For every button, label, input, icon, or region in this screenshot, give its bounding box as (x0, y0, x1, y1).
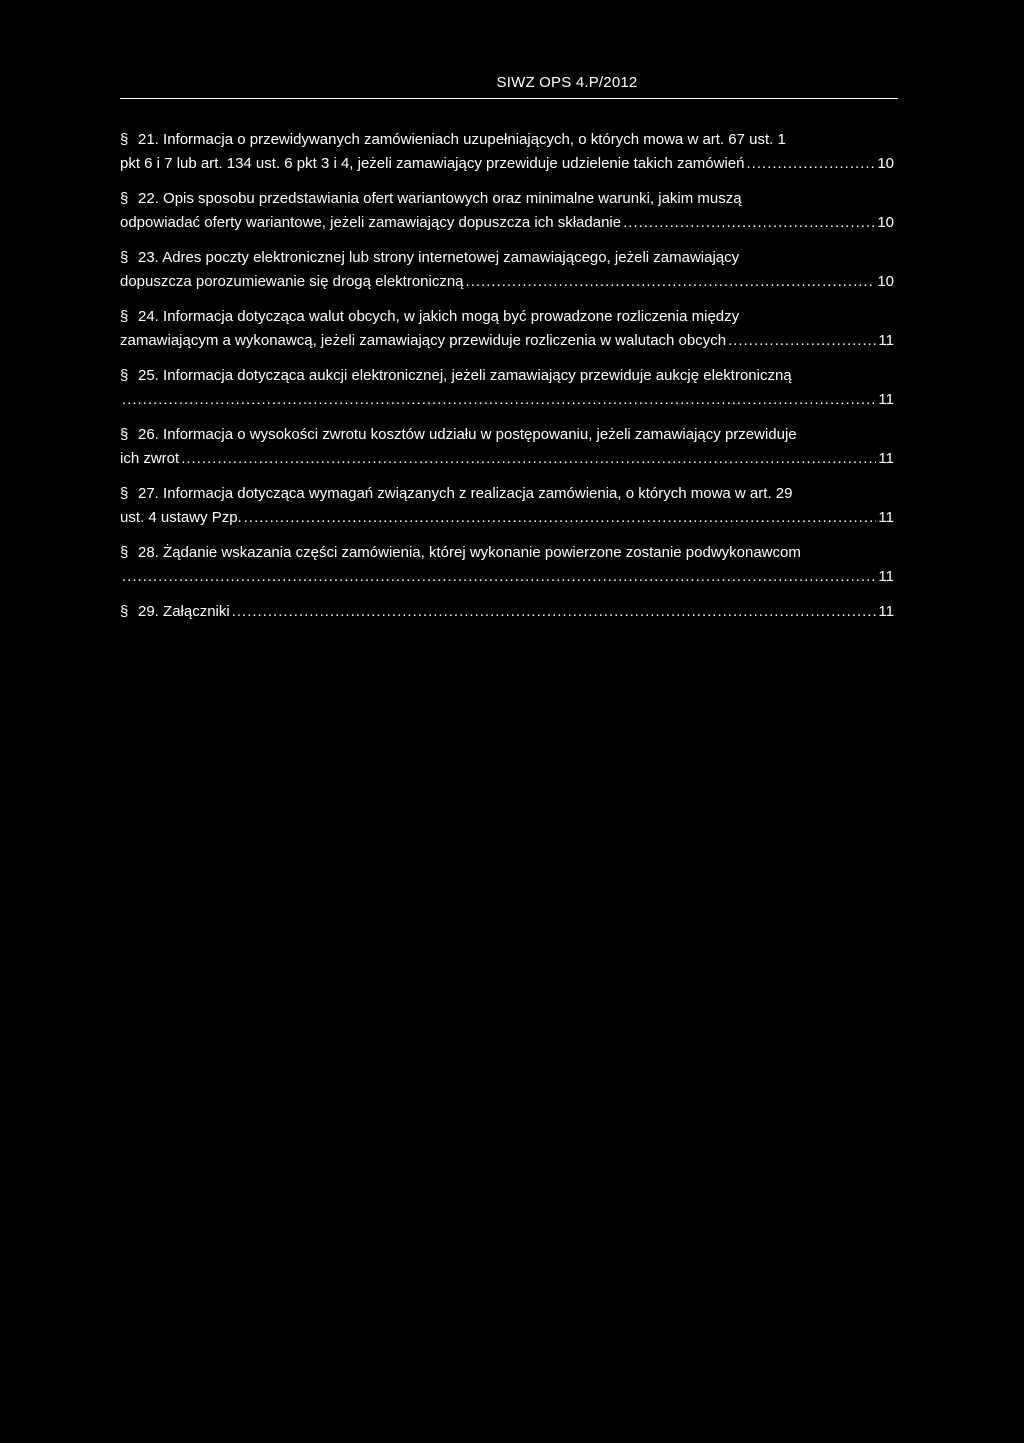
section-symbol: § (120, 603, 129, 620)
toc-entry-last-line (120, 329, 894, 353)
toc-entry-first-line (120, 423, 894, 447)
page-header (0, 74, 1024, 91)
toc-entry-title-continued: odpowiadać oferty wariantowe, jeżeli zamawiający dopuszcza ich składanie (120, 214, 622, 231)
toc-entry-26[interactable] (120, 423, 894, 471)
toc-entry-title: Informacja dotycząca wymagań związanych z realizacja zamówienia, o których mowa w art. 29 (163, 485, 793, 502)
toc-entry-title: Informacja o przewidywanych zamówieniach uzupełniających, o których mowa w art. 67 ust. 1 (163, 131, 786, 148)
toc-entry-title: Informacja o wysokości zwrotu kosztów udziału w postępowaniu, jeżeli zamawiający przewiduje (163, 426, 797, 443)
toc-entry-number: 25. (138, 367, 159, 384)
toc-page-number: 11 (878, 568, 894, 585)
dot-leader (122, 565, 876, 589)
dot-leader (122, 388, 876, 412)
section-symbol: § (120, 544, 129, 561)
toc-page-number: 11 (878, 603, 894, 620)
toc-entry-first-line (120, 364, 894, 388)
toc-entry-title-continued: ich zwrot (120, 450, 180, 467)
section-symbol: § (120, 308, 129, 325)
toc-entry-number: 27. (138, 485, 159, 502)
toc-entry-title: Adres poczty elektronicznej lub strony internetowej zamawiającego, jeżeli zamawiający (162, 249, 740, 266)
toc-page-number: 11 (878, 450, 894, 467)
toc-page-number: 11 (878, 391, 894, 408)
toc-entry-27[interactable] (120, 482, 894, 530)
toc-page-number: 10 (877, 155, 894, 172)
header-title: SIWZ OPS 4.P/2012 (496, 74, 638, 91)
toc-entry-first-line (120, 305, 894, 329)
toc-entry-title-continued: pkt 6 i 7 lub art. 134 ust. 6 pkt 3 i 4, jeżeli zamawiający przewiduje udzielenie takich zamówień (120, 155, 745, 172)
toc-entry-last-line (120, 211, 894, 235)
toc-entry-first-line (120, 128, 894, 152)
toc-entry-number: 28. (138, 544, 159, 561)
toc-entry-25[interactable] (120, 364, 894, 412)
dot-leader (181, 447, 876, 471)
toc-entry-28[interactable] (120, 541, 894, 589)
toc-entry-number: 22. (138, 190, 159, 207)
section-symbol: § (120, 131, 129, 148)
toc-entry-21[interactable] (120, 128, 894, 176)
toc-entry-number: 26. (138, 426, 159, 443)
dot-leader (466, 270, 876, 294)
toc-page-number: 10 (877, 214, 894, 231)
section-symbol: § (120, 426, 129, 443)
toc-entry-last-line (120, 447, 894, 471)
toc-entry-last-line (120, 152, 894, 176)
toc-entry-first-line (120, 482, 894, 506)
toc-entry-number: 29. (138, 603, 159, 620)
toc-entry-24[interactable] (120, 305, 894, 353)
toc-page-number: 11 (878, 509, 894, 526)
toc-entry-title: Informacja dotycząca aukcji elektronicznej, jeżeli zamawiający przewiduje aukcję elektroniczną (163, 367, 792, 384)
toc-entry-number: 23. (138, 249, 159, 266)
toc-entry-22[interactable] (120, 187, 894, 235)
toc-entry-title: Żądanie wskazania części zamówienia, której wykonanie powierzone zostanie podwykonawcom (163, 544, 801, 561)
toc-entry-title-continued: dopuszcza porozumiewanie się drogą elektroniczną (120, 273, 464, 290)
toc-entry-title: Opis sposobu przedstawiania ofert wariantowych oraz minimalne warunki, jakim muszą (163, 190, 742, 207)
toc-entry-29[interactable] (120, 600, 894, 624)
toc-page-number: 10 (877, 273, 894, 290)
dot-leader (623, 211, 875, 235)
toc-entry-title: Informacja dotycząca walut obcych, w jakich mogą być prowadzone rozliczenia między (163, 308, 740, 325)
section-symbol: § (120, 367, 129, 384)
toc-entry-heading (120, 600, 230, 624)
toc-entry-first-line (120, 246, 894, 270)
section-symbol: § (120, 190, 129, 207)
toc-entry-last-line (120, 388, 894, 412)
dot-leader (232, 600, 877, 624)
dot-leader (747, 152, 876, 176)
table-of-contents (120, 128, 894, 635)
toc-entry-first-line (120, 541, 894, 565)
toc-entry-number: 21. (138, 131, 159, 148)
toc-entry-title-continued: zamawiającym a wykonawcą, jeżeli zamawiający przewiduje rozliczenia w walutach obcych (120, 332, 727, 349)
dot-leader (728, 329, 876, 353)
dot-leader (244, 506, 877, 530)
toc-entry-first-line (120, 187, 894, 211)
section-symbol: § (120, 249, 129, 266)
toc-entry-title-continued: ust. 4 ustawy Pzp. (120, 509, 242, 526)
toc-entry-23[interactable] (120, 246, 894, 294)
toc-entry-single-line (120, 600, 894, 624)
header-rule (120, 98, 898, 99)
toc-entry-last-line (120, 506, 894, 530)
section-symbol: § (120, 485, 129, 502)
toc-entry-title: Załączniki (163, 603, 230, 620)
toc-entry-last-line (120, 565, 894, 589)
toc-entry-number: 24. (138, 308, 159, 325)
toc-entry-last-line (120, 270, 894, 294)
toc-page-number: 11 (878, 332, 894, 349)
